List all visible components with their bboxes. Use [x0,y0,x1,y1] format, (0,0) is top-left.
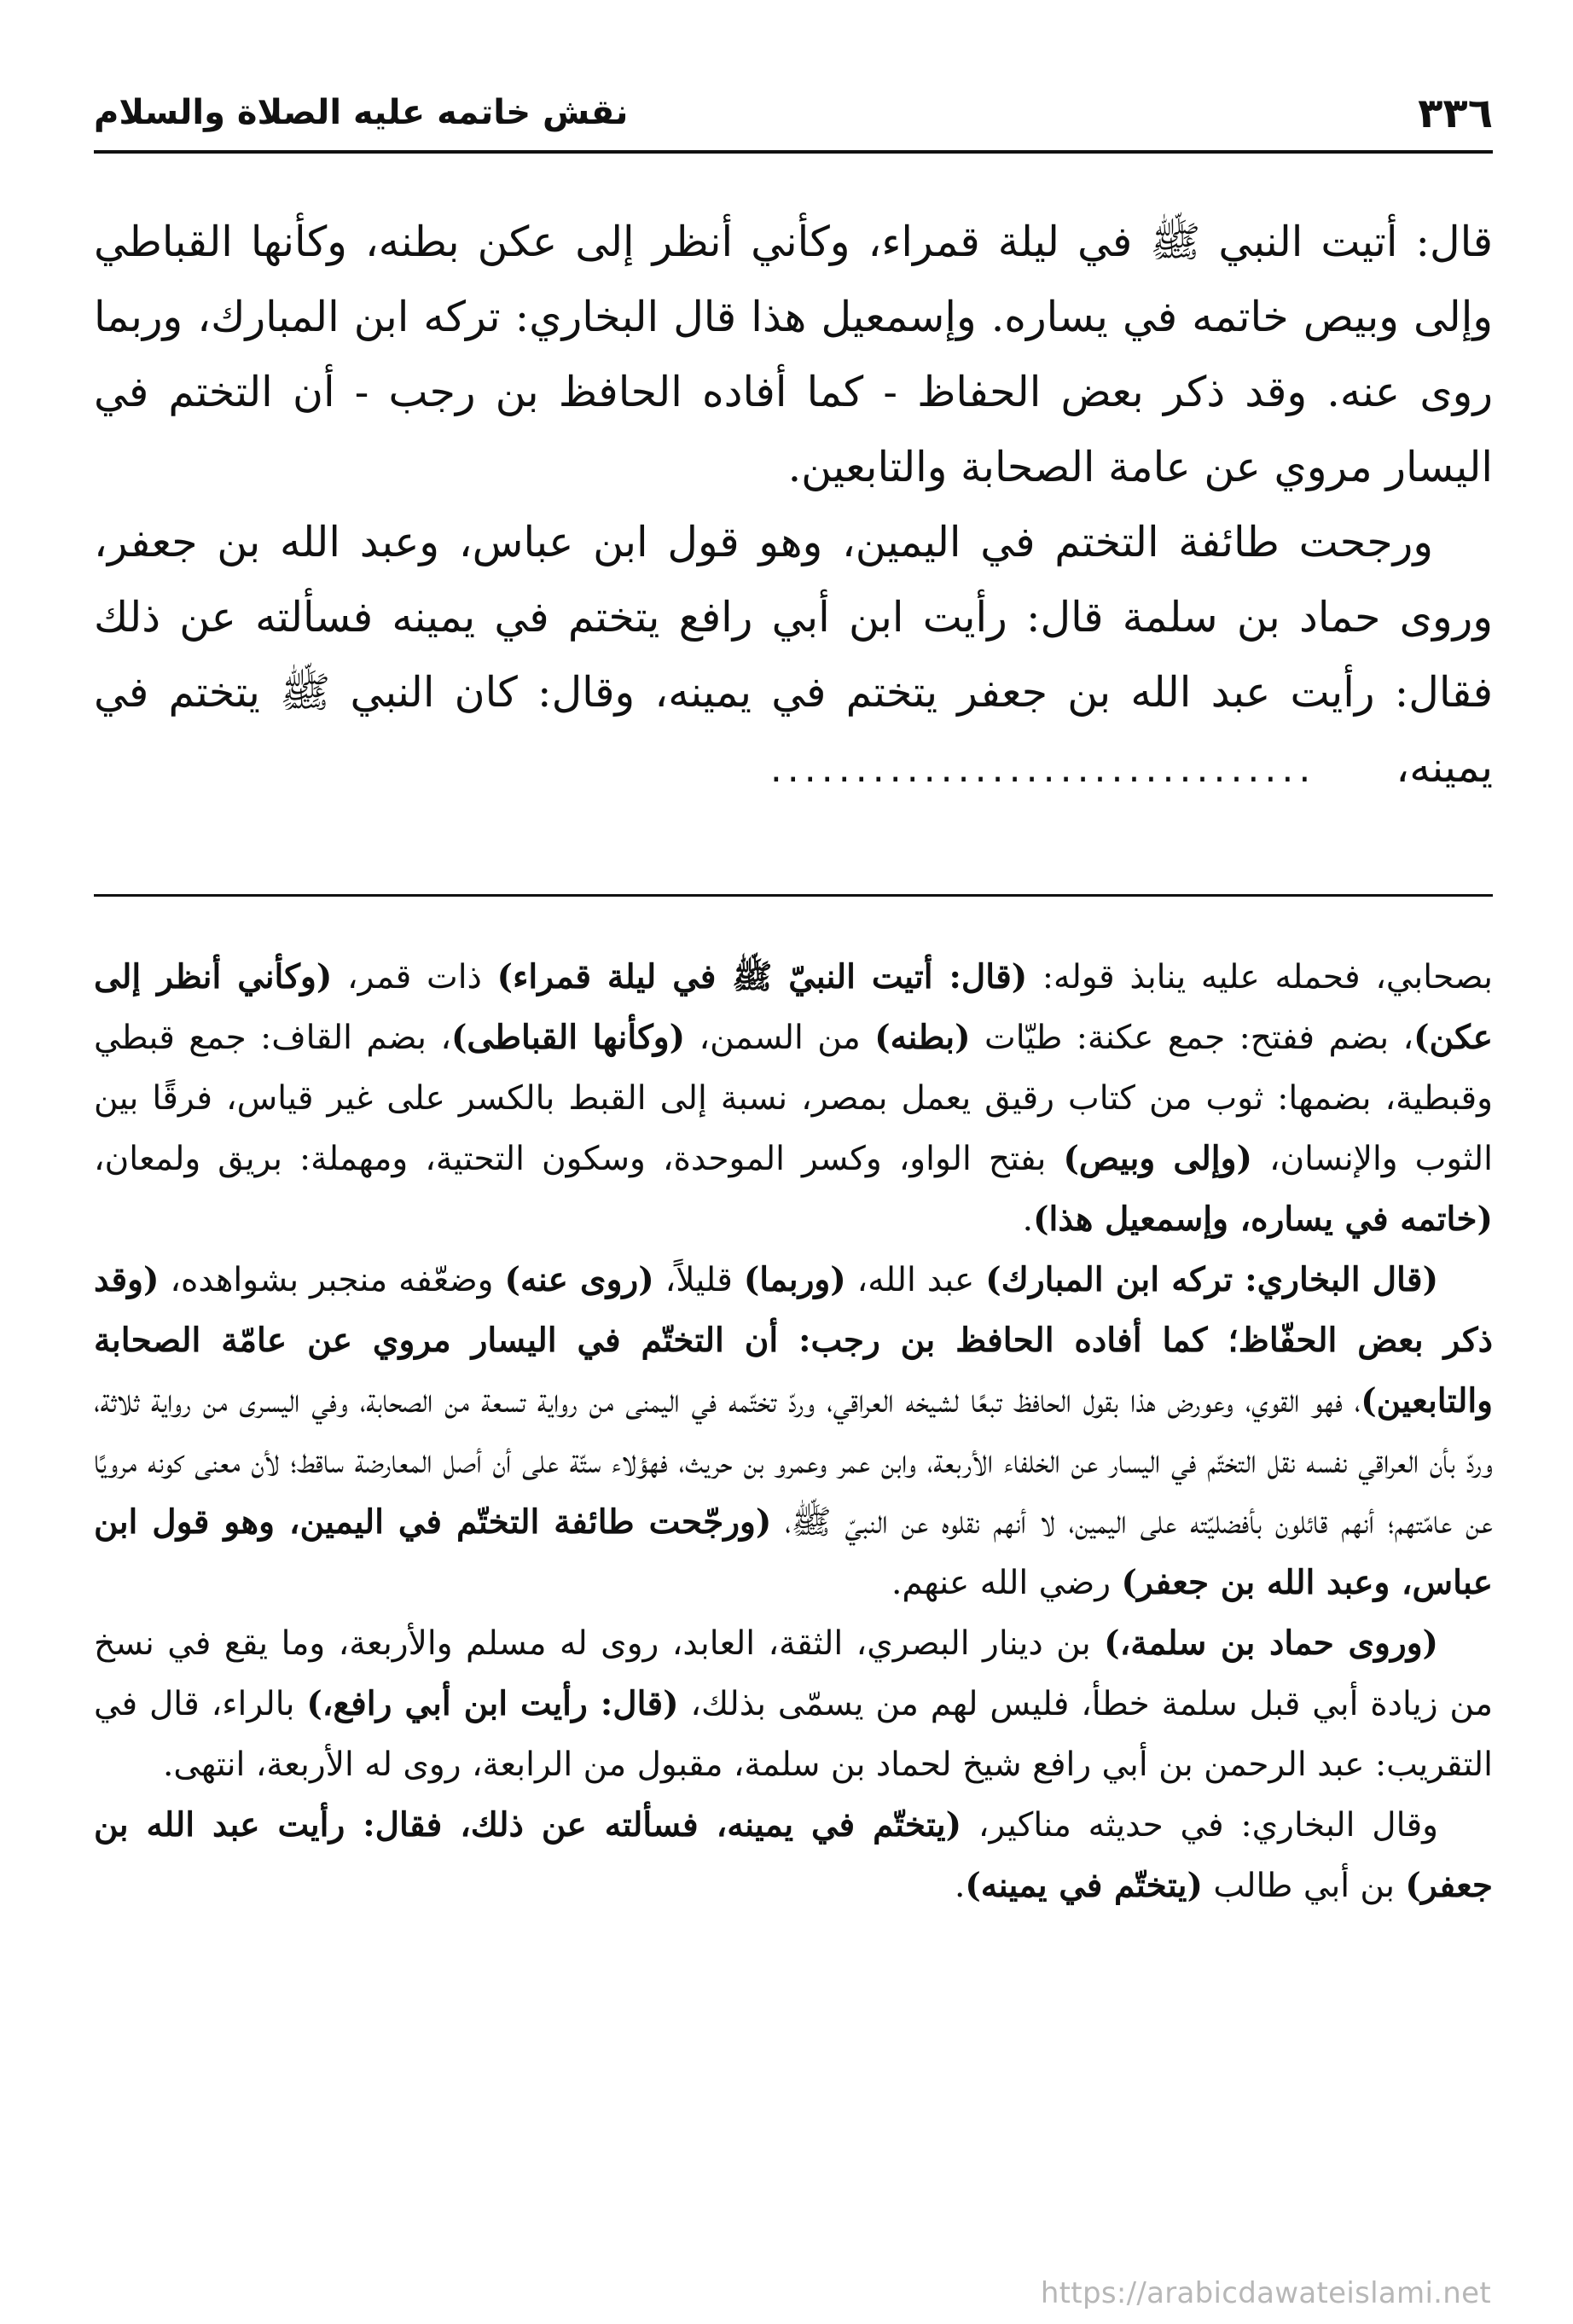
commentary-2-quote-8: (ورجّحت طائفة التختّم في اليمين، وهو قول ابن عباس، وعبد الله بن جعفر) [94,1502,1493,1602]
commentary-4-quote-1: (يتختّم في يمينه، فسألته عن ذلك، فقال: رأيت عبد الله بن جعفر) [94,1805,1493,1905]
commentary-1-quote-5: (بطنه) [874,1018,971,1057]
commentary-paragraph-4 [94,1795,1493,1916]
running-title: نقش خاتمه عليه الصلاة والسلام [94,93,629,132]
commentary-4-quote-3: (يتختّم في يمينه) [965,1866,1203,1905]
commentary-1-quote-7: (وكأنها القباطى) [450,1018,686,1057]
main-paragraph-2-text: ورجحت طائفة التختم في اليمين، وهو قول ابن عباس، وعبد الله بن جعفر، وروى حماد بن سلمة قال: رأيت ابن أبي رافع يتختم في يمينه فسألته عن ذلك فقال: رأيت عبد الله بن جعفر يتختم في يمينه، وقال: كان النبي ﷺ يتختم في يمينه، [94,518,1493,792]
commentary-1-part-12: . [1022,1200,1034,1239]
commentary-2-quote-0: (قال البخاري: تركه ابن المبارك) [985,1260,1439,1299]
source-watermark: https://arabicdawateislami.net [1040,2276,1491,2310]
commentary-1-part-10: بفتح الواو، وكسر الموحدة، وسكون التحتية، ومهملة: بريق ولمعان، [94,1140,1064,1178]
commentary-paragraph-3 [94,1613,1493,1795]
commentary-1-quote-3: (وكأني أنظر إلى عكن) [94,957,1494,1057]
commentary-2-part-5: وضعّفه منجبر بشواهده، [159,1261,505,1299]
commentary-3-quote-0: (وروى حماد بن سلمة،) [1104,1624,1438,1663]
commentary-1-part-6: من السمن، [685,1019,875,1057]
commentary-1-part-4: ، بضم ففتح: جمع عكنة: طيّات [970,1019,1414,1057]
commentary-paragraph-2 [94,1250,1493,1613]
page-number: ٣٣٦ [1418,90,1493,137]
commentary-1-part-8: ، بضم القاف: جمع قبطي وقبطية، بضمها: ثوب من كتاب رقيق يعمل بمصر، نسبة إلى القبط بالكسر على غير قياس، فرقًا بين الثوب والإنسان، [94,1019,1494,1178]
header-rule [94,150,1493,154]
commentary-1-quote-9: (وإلى وبيص) [1063,1139,1252,1178]
commentary-section [94,947,1493,1916]
commentary-2-part-9: رضي الله عنهم. [891,1564,1122,1602]
commentary-2-part-1: عبد الله، [845,1261,986,1299]
commentary-2-part-7: ، فهو القوي، وعورض هذا بقول الحافظ تبعًا لشيخه العراقي، وردّ تختّمه في اليمنى من رواية تسعة من الصحابة، وفي اليسرى من رواية ثلاثة، وردّ بأن العراقي نفسه نقل التختّم في اليسار عن الخلفاء الأربعة، وابن عمر وعمرو بن حريث، فهؤلاء ستّة على أن أصل المعارضة ساقط؛ لأن معنى كونه مرويًا عن عامّتهم؛ أنهم قائلون بأفضليّته على اليمين، لا أنهم نقلوه عن النبيّ ﷺ، [94,1382,1493,1542]
commentary-3-part-1: بن دينار البصري، الثقة، العابد، روى له مسلم والأربعة، وما يقع في نسخ من زيادة أبي قبل سلمة خطأ، فليس لهم من يسمّى بذلك، [94,1624,1493,1723]
main-paragraph-2 [94,505,1493,807]
footnote-divider [94,894,1493,897]
commentary-1-part-0: بصحابي، فحمله عليه ينابذ قوله: [1027,958,1494,996]
commentary-paragraph-1 [94,947,1493,1250]
commentary-3-part-3: بالراء، قال في التقريب: عبد الرحمن بن أبي رافع شيخ لحماد بن سلمة، مقبول من الرابعة، روى له الأربعة، انتهى. [94,1685,1493,1784]
commentary-4-part-0: وقال البخاري: في حديثه مناكير، [961,1806,1438,1845]
commentary-3-quote-2: (قال: رأيت ابن أبي رافع،) [306,1684,679,1723]
commentary-2-part-3: قليلاً، [653,1261,744,1299]
commentary-1-part-2: ذات قمر، [332,958,497,996]
main-text [94,205,1493,807]
commentary-2-quote-6: (وقد ذكر بعض الحفّاظ؛ كما أفاده الحافظ بن رجب: أن التختّم في اليسار مروي عن عامّة الصحابة والتابعين) [94,1260,1493,1421]
commentary-4-part-2: بن أبي طالب [1202,1867,1406,1905]
page-header [94,84,1493,143]
commentary-2-quote-4: (روى عنه) [504,1260,654,1299]
ellipsis-dots: ................................ [769,747,1316,791]
commentary-1-quote-1: (قال: أتيت النبيّ ﷺ في ليلة قمراء) [496,957,1028,996]
main-paragraph-1: قال: أتيت النبي ﷺ في ليلة قمراء، وكأني أنظر إلى عكن بطنه، وكأنها القباطي وإلى وبيص خاتمه في يساره. وإسمعيل هذا قال البخاري: تركه ابن المبارك، وربما روى عنه. وقد ذكر بعض الحفاظ - كما أفاده الحافظ بن رجب - أن التختم في اليسار مروي عن عامة الصحابة والتابعين. [94,218,1493,491]
commentary-2-quote-2: (وربما) [743,1260,846,1299]
commentary-1-quote-11: (خاتمه في يساره، وإسمعيل هذا) [1033,1200,1493,1239]
commentary-4-part-4: . [954,1867,966,1905]
